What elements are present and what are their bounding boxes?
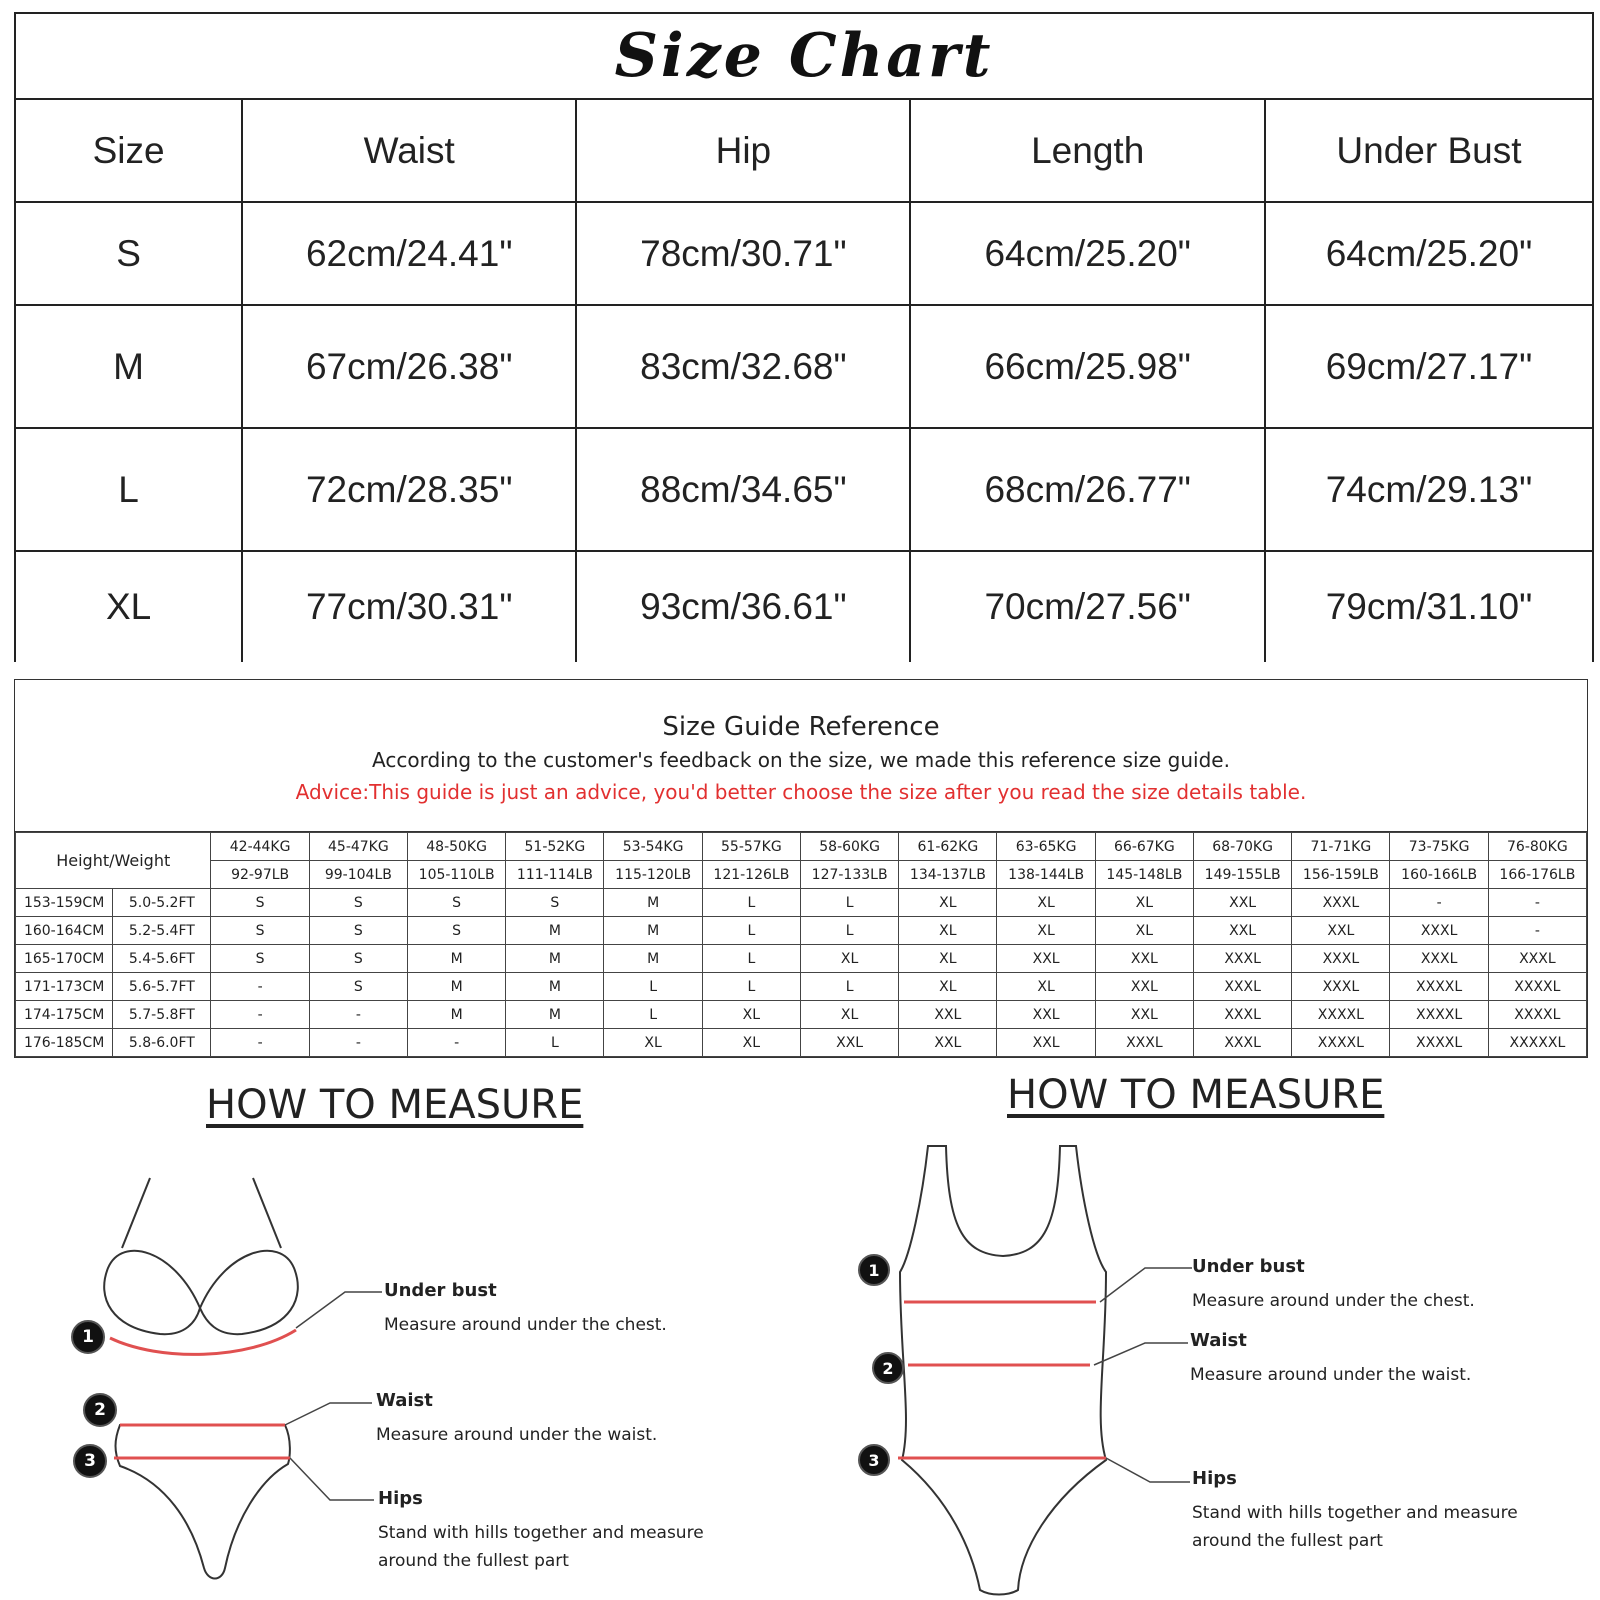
size-cell: XL [702,1029,800,1057]
size-cell: XXXL [1193,945,1291,973]
weight-kg-cell: 58-60KG [800,833,898,861]
size-cell: L [800,917,898,945]
hips-label-right [1192,1468,1518,1555]
size-cell: XXL [997,1029,1095,1057]
label-desc: Measure around under the waist. [376,1425,658,1445]
size-cell: L [16,428,242,551]
label-desc: Measure around under the waist. [1190,1365,1472,1385]
table-row [16,917,1587,945]
size-cell: - [1488,889,1586,917]
weight-kg-cell: 73-75KG [1390,833,1488,861]
table-row [16,973,1587,1001]
size-cell: XXL [800,1029,898,1057]
weight-kg-cell: 42-44KG [211,833,309,861]
size-chart-title: Size Chart [614,21,994,91]
weight-kg-cell: 45-47KG [309,833,407,861]
value-cell: 93cm/36.61" [576,551,910,662]
marker-number: 3 [868,1450,880,1470]
size-cell: XXL [899,1029,997,1057]
size-cell: XXL [1095,973,1193,1001]
size-cell: XXXXL [1292,1001,1390,1029]
weight-kg-cell: 63-65KG [997,833,1095,861]
bikini-bottom-illustration [116,1425,290,1579]
size-cell: L [800,889,898,917]
weight-kg-cell: 51-52KG [506,833,604,861]
height-cm-cell: 153-159CM [16,889,113,917]
size-cell: M [506,1001,604,1029]
size-cell: XXXXL [1488,973,1586,1001]
label-title: Hips [378,1488,423,1509]
size-cell: S [211,917,309,945]
size-cell: XXL [1193,917,1291,945]
size-cell: XXXXXL [1488,1029,1586,1057]
size-cell: XXXXL [1292,1029,1390,1057]
size-cell: - [1488,917,1586,945]
height-ft-cell: 5.2-5.4FT [113,917,211,945]
size-cell: M [506,945,604,973]
under-bust-line-left [110,1330,296,1354]
label-title: Waist [376,1390,433,1411]
size-cell: XL [800,945,898,973]
weight-lb-cell: 149-155LB [1193,861,1291,889]
size-chart-table [16,100,1594,662]
weight-lb-cell: 105-110LB [407,861,505,889]
size-cell: XXL [1292,917,1390,945]
weight-lb-cell: 166-176LB [1488,861,1586,889]
size-cell: XXXL [1095,1029,1193,1057]
height-weight-header: Height/Weight [16,833,211,889]
weight-lb-cell: 138-144LB [997,861,1095,889]
size-cell: M [407,973,505,1001]
weight-lb-cell: 145-148LB [1095,861,1193,889]
weight-kg-cell: 61-62KG [899,833,997,861]
height-ft-cell: 5.6-5.7FT [113,973,211,1001]
table-row [16,1029,1587,1057]
size-cell: XXL [997,945,1095,973]
value-cell: 67cm/26.38" [242,305,576,428]
size-cell: XXXL [1488,945,1586,973]
size-cell: S [309,945,407,973]
size-cell: M [604,917,702,945]
height-cm-cell: 165-170CM [16,945,113,973]
size-chart-header-row [16,100,1593,202]
size-cell: XXXL [1193,1029,1291,1057]
size-chart [14,12,1594,662]
size-cell: XXXXL [1390,1001,1488,1029]
size-cell: S [211,945,309,973]
marker-2-right [872,1352,904,1384]
weight-lb-cell: 134-137LB [899,861,997,889]
size-cell: XL [604,1029,702,1057]
size-cell: XXXXL [1390,1029,1488,1057]
weight-kg-cell: 66-67KG [1095,833,1193,861]
size-cell: M [604,945,702,973]
size-cell: XL [997,889,1095,917]
size-cell: S [407,889,505,917]
marker-3-right [858,1444,890,1476]
weight-lb-cell: 99-104LB [309,861,407,889]
weight-lb-cell: 111-114LB [506,861,604,889]
height-ft-cell: 5.0-5.2FT [113,889,211,917]
size-cell: L [702,917,800,945]
weight-kg-cell: 71-71KG [1292,833,1390,861]
size-guide-description: According to the customer's feedback on the size, we made this reference size guide. [372,748,1230,772]
value-cell: 79cm/31.10" [1265,551,1593,662]
value-cell: 69cm/27.17" [1265,305,1593,428]
marker-number: 1 [82,1327,94,1347]
value-cell: 83cm/32.68" [576,305,910,428]
header-cell: Waist [242,100,576,202]
table-row [16,202,1593,305]
size-cell: L [506,1029,604,1057]
size-cell: XL [1095,889,1193,917]
size-cell: XXXL [1193,1001,1291,1029]
size-cell: M [506,973,604,1001]
header-cell: Length [910,100,1265,202]
size-cell: XXL [1095,1001,1193,1029]
size-cell: S [16,202,242,305]
weight-kg-cell: 55-57KG [702,833,800,861]
label-title: Under bust [384,1280,497,1301]
marker-number: 3 [84,1451,96,1471]
size-cell: L [800,973,898,1001]
value-cell: 64cm/25.20" [1265,202,1593,305]
size-guide [14,679,1588,1058]
marker-1-left [71,1320,105,1354]
size-cell: - [211,1029,309,1057]
table-row [16,551,1593,662]
size-cell: - [407,1029,505,1057]
size-chart-title-bar [16,14,1594,100]
height-ft-cell: 5.7-5.8FT [113,1001,211,1029]
marker-1-right [858,1254,890,1286]
size-cell: XXL [997,1001,1095,1029]
size-cell: XXXL [1292,889,1390,917]
label-desc: Measure around under the chest. [1192,1291,1475,1311]
how-to-measure-heading-left: HOW TO MEASURE [206,1082,584,1128]
size-cell: M [16,305,242,428]
size-cell: L [604,1001,702,1029]
marker-2-left [83,1393,117,1427]
weight-lb-cell: 160-166LB [1390,861,1488,889]
value-cell: 66cm/25.98" [910,305,1265,428]
weight-kg-cell: 53-54KG [604,833,702,861]
weight-lb-row [16,861,1587,889]
size-cell: L [702,889,800,917]
size-cell: - [211,973,309,1001]
table-row [16,428,1593,551]
waist-label-right [1190,1330,1471,1389]
value-cell: 64cm/25.20" [910,202,1265,305]
label-title: Waist [1190,1330,1247,1351]
label-title: Under bust [1192,1256,1305,1277]
leader-lines-left [285,1292,382,1500]
label-desc: Stand with hills together and measure [378,1523,704,1543]
table-row [16,305,1593,428]
size-cell: S [309,973,407,1001]
size-cell: XXXXL [1390,973,1488,1001]
size-cell: M [604,889,702,917]
under-bust-label-left [384,1280,667,1339]
size-cell: - [309,1001,407,1029]
marker-3-left [73,1444,107,1478]
size-cell: XL [899,973,997,1001]
weight-kg-row [16,833,1587,861]
table-row [16,889,1587,917]
swimsuit-illustration [900,1146,1106,1595]
height-cm-cell: 176-185CM [16,1029,113,1057]
size-cell: XXXL [1292,973,1390,1001]
weight-lb-cell: 92-97LB [211,861,309,889]
weight-kg-cell: 76-80KG [1488,833,1586,861]
hips-label-left [378,1488,704,1575]
size-cell: XL [899,889,997,917]
size-cell: L [702,973,800,1001]
table-row [16,1001,1587,1029]
size-cell: XXL [899,1001,997,1029]
header-cell: Hip [576,100,910,202]
size-cell: XL [16,551,242,662]
table-row [16,945,1587,973]
height-cm-cell: 174-175CM [16,1001,113,1029]
value-cell: 70cm/27.56" [910,551,1265,662]
how-to-measure-heading-right: HOW TO MEASURE [1007,1072,1385,1118]
size-cell: XXL [1095,945,1193,973]
height-ft-cell: 5.4-5.6FT [113,945,211,973]
size-cell: XL [899,917,997,945]
weight-lb-cell: 121-126LB [702,861,800,889]
value-cell: 78cm/30.71" [576,202,910,305]
under-bust-label-right [1192,1256,1475,1315]
size-cell: S [211,889,309,917]
size-cell: XXL [1193,889,1291,917]
size-cell: - [1390,889,1488,917]
size-cell: XXXL [1390,917,1488,945]
size-cell: XL [1095,917,1193,945]
weight-lb-cell: 127-133LB [800,861,898,889]
header-cell: Size [16,100,242,202]
size-cell: XXXL [1390,945,1488,973]
leader-lines-right [1094,1268,1192,1482]
size-guide-table [15,832,1587,1057]
size-guide-title: Size Guide Reference [662,712,940,742]
height-cm-cell: 171-173CM [16,973,113,1001]
label-title: Hips [1192,1468,1237,1489]
size-cell: XL [997,973,1095,1001]
size-cell: L [604,973,702,1001]
weight-lb-cell: 115-120LB [604,861,702,889]
value-cell: 62cm/24.41" [242,202,576,305]
size-cell: S [506,889,604,917]
size-cell: XXXXL [1488,1001,1586,1029]
marker-number: 2 [94,1400,106,1420]
size-cell: M [407,1001,505,1029]
weight-lb-cell: 156-159LB [1292,861,1390,889]
size-cell: L [702,945,800,973]
marker-number: 2 [882,1358,894,1378]
size-cell: - [211,1001,309,1029]
value-cell: 88cm/34.65" [576,428,910,551]
value-cell: 74cm/29.13" [1265,428,1593,551]
value-cell: 77cm/30.31" [242,551,576,662]
marker-number: 1 [868,1260,880,1280]
size-cell: XL [800,1001,898,1029]
size-cell: XL [702,1001,800,1029]
size-cell: M [407,945,505,973]
size-cell: XXXL [1292,945,1390,973]
size-cell: M [506,917,604,945]
height-ft-cell: 5.8-6.0FT [113,1029,211,1057]
size-cell: S [309,917,407,945]
header-cell: Under Bust [1265,100,1593,202]
label-desc: around the fullest part [378,1551,569,1571]
size-cell: XXXL [1193,973,1291,1001]
size-guide-header [15,680,1587,832]
size-cell: XL [899,945,997,973]
label-desc: around the fullest part [1192,1531,1383,1551]
weight-kg-cell: 48-50KG [407,833,505,861]
size-cell: S [309,889,407,917]
height-cm-cell: 160-164CM [16,917,113,945]
waist-label-left [376,1390,657,1449]
label-desc: Stand with hills together and measure [1192,1503,1518,1523]
value-cell: 72cm/28.35" [242,428,576,551]
weight-kg-cell: 68-70KG [1193,833,1291,861]
size-cell: S [407,917,505,945]
size-cell: XL [997,917,1095,945]
bikini-top-illustration [104,1178,298,1334]
value-cell: 68cm/26.77" [910,428,1265,551]
size-guide-advice: Advice:This guide is just an advice, you'd better choose the size after you read the size details table. [295,780,1307,804]
size-cell: - [309,1029,407,1057]
label-desc: Measure around under the chest. [384,1315,667,1335]
